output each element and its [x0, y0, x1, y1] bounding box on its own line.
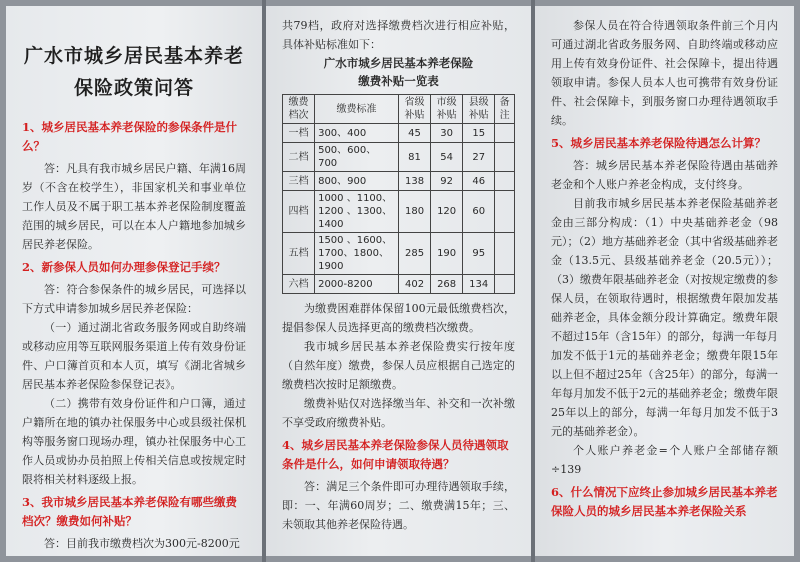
cell: 285 [399, 233, 431, 275]
header-standard: 缴费标准 [315, 95, 399, 124]
cell: 134 [463, 275, 495, 294]
cell: 15 [463, 124, 495, 143]
panel-middle [266, 6, 531, 556]
question-4: 4、城乡居民基本养老保险参保人员待遇领取条件是什么，如何申请领取待遇？ [282, 438, 509, 471]
answer-5: 答：城乡居民基本养老保险待遇由基础养老金和个人账户养老金构成，支付终身。 [551, 159, 778, 191]
question-5: 5、城乡居民基本养老保险待遇怎么计算？ [551, 136, 766, 150]
paragraph-min-tier: 为缴费困难群体保留100元最低缴费档次，提倡参保人员选择更高的缴费档次缴费。 [282, 302, 515, 334]
cell [495, 143, 515, 172]
cell: 138 [399, 172, 431, 191]
cell: 一档 [283, 124, 315, 143]
header-tier: 缴费档次 [283, 95, 315, 124]
cell: 五档 [283, 233, 315, 275]
header-note: 备注 [495, 95, 515, 124]
table-row [283, 124, 515, 143]
answer-2-option-2: （二）携带有效身份证件和户口簿，通过户籍所在地的镇办社保服务中心或县级社保机构等服务窗口现场办理，镇办社保服务中心工作人员或协办员拍照上传相关信息或按规定时限将相关材料逐级上报。 [22, 397, 246, 486]
table-row [283, 275, 515, 294]
cell: 1000 、1100、1200 、1300、1400 [315, 191, 399, 233]
cell: 800、900 [315, 172, 399, 191]
answer-2-option-1: （一）通过湖北省政务服务网或自助终端或移动应用等互联网服务渠道上传有效身份证件、户口簿首页和本人页，填写《湖北省城乡居民基本养老保险参保登记表》。 [22, 321, 246, 391]
header-city: 市级补贴 [431, 95, 463, 124]
brochure-title: 广水市城乡居民基本养老 保险政策问答 [23, 45, 244, 99]
cell: 92 [431, 172, 463, 191]
cell: 45 [399, 124, 431, 143]
cell: 60 [463, 191, 495, 233]
cell: 300、400 [315, 124, 399, 143]
paragraph-subsidy-note: 缴费补贴仅对选择缴当年、补交和一次补缴不享受政府缴费补贴。 [282, 397, 515, 429]
cell: 54 [431, 143, 463, 172]
table-row [283, 143, 515, 172]
cell: 402 [399, 275, 431, 294]
question-2: 2、新参保人员如何办理参保登记手续？ [22, 260, 226, 274]
question-6: 6、什么情况下应终止参加城乡居民基本养老保险人员的城乡居民基本养老保险关系 [551, 485, 778, 518]
paragraph-account-pension: 个人账户养老金=个人账户全部储存额÷139 [551, 444, 778, 476]
subsidy-table [282, 94, 515, 294]
cell: 二档 [283, 143, 315, 172]
cell: 268 [431, 275, 463, 294]
cell: 190 [431, 233, 463, 275]
cell [495, 191, 515, 233]
cell: 1500 、1600、1700、1800、1900 [315, 233, 399, 275]
cell: 三档 [283, 172, 315, 191]
question-3: 3、我市城乡居民基本养老保险有哪些缴费档次？缴费如何补贴？ [22, 495, 237, 528]
cell [495, 275, 515, 294]
fold-line-left [262, 0, 266, 562]
answer-1: 答：凡具有我市城乡居民户籍、年满16周岁（不含在校学生），非国家机关和事业单位工作人员及不属于职工基本养老保险制度覆盖范围的城乡居民，可以在本人户籍地参加城乡居民养老保险。 [22, 162, 246, 251]
cell: 500、600、700 [315, 143, 399, 172]
table-header-row [283, 95, 515, 124]
table-row [283, 172, 515, 191]
cell: 六档 [283, 275, 315, 294]
paragraph-annual-payment: 我市城乡居民基本养老保险费实行按年度（自然年度）缴费，参保人员应根据自己选定的缴费档次按时足额缴费。 [282, 340, 515, 391]
cell: 四档 [283, 191, 315, 233]
panel-left [6, 6, 262, 556]
table-title: 广水市城乡居民基本养老保险 缴费补贴一览表 [323, 56, 474, 88]
cell [495, 124, 515, 143]
subsidy-intro: 共79档，政府对选择缴费档次进行相应补贴，具体补贴标准如下： [282, 19, 515, 51]
cell: 180 [399, 191, 431, 233]
table-row [283, 233, 515, 275]
cell: 81 [399, 143, 431, 172]
question-1: 1、城乡居民基本养老保险的参保条件是什么？ [22, 120, 237, 153]
cell: 95 [463, 233, 495, 275]
cell: 120 [431, 191, 463, 233]
table-row [283, 191, 515, 233]
cell: 46 [463, 172, 495, 191]
paragraph-basic-pension: 目前我市城乡居民基本养老保险基础养老金由三部分构成：（1）中央基础养老金（98元）；（2）地方基础养老金（其中省级基础养老金（13.5元、县级基础养老金（20.5元））；（3）缴费年限基础养老金（对按规定缴费的参保人员，在领取待遇时，根据缴费年限加发基础养老金，具体金额分段计算确定。缴费年限不超过15年（含15年）的部分，每满一年每月加发不低于1元的基础养老金；缴费年限15年以上但不超过25年（含25年）的部分，每满一年每月加发不低于2元的基础养老金；缴费年限25年以上的部分，每满一年每月加发不低于3元的基础养老金）。 [551, 197, 778, 438]
header-county: 县级补贴 [463, 95, 495, 124]
header-province: 省级补贴 [399, 95, 431, 124]
answer-4: 答：满足三个条件即可办理待遇领取手续，即：一、年满60周岁；二、缴费满15年；三、未领取其他养老保险待遇。 [282, 480, 515, 531]
panel-right [535, 6, 794, 556]
cell: 2000-8200 [315, 275, 399, 294]
answer-2: 答：符合参保条件的城乡居民，可选择以下方式申请参加城乡居民养老保险： [22, 283, 246, 315]
cell: 27 [463, 143, 495, 172]
fold-line-right [531, 0, 535, 562]
cell: 30 [431, 124, 463, 143]
paragraph-apply: 参保人员在符合待遇领取条件前三个月内可通过湖北省政务服务网、自助终端或移动应用上传有效身份证件、社会保障卡，提出待遇领取申请。参保人员本人也可携带有效身份证件、社会保障卡，到服务窗口办理待遇领取手续。 [551, 19, 778, 127]
cell [495, 233, 515, 275]
cell [495, 172, 515, 191]
answer-3: 答：目前我市缴费档次为300元-8200元 [44, 537, 240, 550]
